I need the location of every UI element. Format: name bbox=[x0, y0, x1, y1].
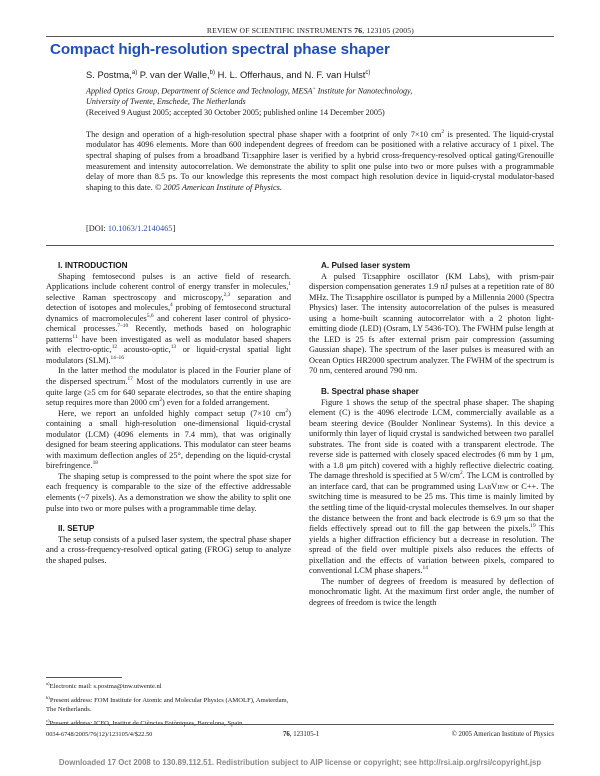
author-2-mark: b) bbox=[209, 69, 215, 76]
author-2: P. van der Walle, bbox=[137, 69, 210, 80]
journal-page-ref: 123105 (2005) bbox=[366, 26, 414, 35]
doi-line bbox=[86, 224, 175, 233]
author-1: S. Postma, bbox=[86, 69, 132, 80]
section-heading-introduction: I. INTRODUCTION bbox=[58, 261, 128, 270]
footer-copyright: © 2005 American Institute of Physics bbox=[451, 731, 554, 738]
footnote-c: $^{c)}$Present address: ICFO, Institut de Ciències Fotòniques, Barcelona, Spain. bbox=[46, 717, 245, 728]
running-header: REVIEW OF SCIENTIFIC INSTRUMENTS 76, 123105 (2005) bbox=[206, 26, 414, 35]
intro-paragraph-1: Shaping femtosecond pulses is an active field of research. Applications include coherent control of energy transfer in molecules,$^1$ selective Raman spectroscopy and microscopy,$^{2,3}$ separation and detection of isotopes and molecules,$^4$ probing of femtosecond structural dynamics of macromolecules$^{5,6}$ and coherent laser control of physico-chemical processes.$^{7-10}$ Recently, methods based on holographic patterns$^{11}$ have been investigated as well as modulator based shapers with electro-optic,$^{12}$ acousto-optic,$^{13}$ or liquid-crystal spatial light modulators (SLM).$^{14-16}$ bbox=[46, 271, 292, 365]
intro-paragraph-2: In the latter method the modulator is placed in the Fourier plane of the dispersed spectrum.$^{17}$ Most of the modulators currently in use are quite large (≥5 cm for 640 separate electrodes, so that the entire shaping setup requires more than 2000 $cm^2$) even for a folded arrangement. bbox=[46, 366, 291, 408]
intro-paragraph-3: Here, we report an unfolded highly compact setup (7×10 $cm^2$) containing a small high-resolution one-dimensional liquid-crystal modulator (LCM) (4096 elements in 7.4 mm), that was originally designed for beam steering applications. This modulator can steer beams with maximum deflection angles of 25°, depending on the liquid-crystal birefringence.$^{18}$ bbox=[46, 407, 291, 471]
footnote-b: $^{b)}$Present address: FOM Institute for Atomic and Molecular Physics (AMOLF), Amsterdam, The Netherlands. bbox=[46, 695, 289, 713]
affiliation-line-1: Applied Optics Group, Department of Science and Technology, MESA bbox=[86, 86, 313, 96]
doi-label: [DOI: bbox=[86, 224, 108, 233]
journal-volume: 76 bbox=[354, 26, 363, 35]
right-column bbox=[309, 261, 554, 609]
abstract-text-2: is presented. The liquid-crystal modulator has 4096 elements. More than 600 independent degrees of freedom can be positioned with a relative accuracy of 1 pixel. The spectral shaping of pulses from a broadband Ti:sapphire laser is verified by a hybrid cross-frequency-resolved optical gating/Grenouille measurement and intensity autocorrelation. We demonstrate the ability to split one pulse into two or more pulses with a programmable delay of more than 8.5 ps. To our knowledge this represents the most compact high resolution device in liquid-crystal modulator-based shaping to this date. bbox=[86, 129, 554, 192]
footnote-a: $^{a)}$Electronic mail: s.postma@tnw.utwente.nl bbox=[46, 681, 162, 691]
subsection-heading-phase-shaper: B. Spectral phase shaper bbox=[321, 387, 419, 397]
intro-paragraph-4: The shaping setup is compressed to the point where the spot size for each frequency is comparable to the size of the effective addressable elements (~7 pixels). As a demonstration we show the ability to split one pulse into two or more pulses with a programmable time delay. bbox=[46, 471, 291, 513]
shaper-paragraph-1: Figure 1 shows the setup of the spectral phase shaper. The shaping element (C) is the 4096 electrode LCM, commercially available as a beam steering device (Boulder Nonlinear Systems). In this device a uniformly thin layer of liquid crystal is sandwiched between two parallel substrates. The front side is coated with a transparent electrode. The reverse side is patterned with closely spaced electrodes (6 mm by 1 μm, with a 1.8 μm pitch) covered with a highly reflective dielectric coating. The damage threshold is specified at 5 $W/cm^2$. The LCM is controlled by an interface card, that can be programmed using LabView or C++. The switching time is measured to be 25 ms. This time is mainly limited by the settling time of the liquid-crystal molecules themselves. In our shaper the distance between the front and back electrode is 6.9 μm so that the fields effectively spread out to fill the gap between the pixels.$^{19}$ This yields a higher diffraction efficiency but a decrease in resolution. The spread of the field over multiple pixels also reduces the effects of pixellation and the effects of variation between pixels, compared to conventional LCM phase shapers.$^{14}$ bbox=[309, 397, 554, 576]
subsection-heading-pulsed-laser: A. Pulsed laser system bbox=[321, 261, 411, 270]
shaper-paragraph-2: The number of degrees of freedom is measured by deflection of monochromatic light. At the maximum first order angle, the number of degrees of freedom is twice the length bbox=[309, 576, 554, 607]
abstract-text-1: The design and operation of a high-resolution spectral phase shaper with a footprint of only 7×10 cm bbox=[86, 129, 442, 139]
footer-page-number: 76, 123105-1 bbox=[283, 731, 320, 738]
paper-title: Compact high-resolution spectral phase shaper bbox=[50, 41, 390, 58]
doi-end: ] bbox=[172, 224, 176, 233]
footnote-rule bbox=[46, 677, 122, 678]
pulsed-paragraph-1: A pulsed Ti:sapphire oscillator (KM Labs), with prism-pair dispersion compensation generates 1.9 nJ pulses at a repetition rate of 80 MHz. The Ti:sapphire oscillator is pumped by a Millennia 2000 (Spectra Physics) laser. The intensity autocorrelation of the pulses is measured using a home-built scanning autocorrelator with a 2 photon light-emitting diode (LED) (Osram, LY 5436-TO). The FWHM pulse length at the LED is 25 fs after external prism pair compression (assuming Gaussian shape). The spectrum of the laser pulses is measured with an Ocean Optics HR2000 spectrum analyzer. The FWHM of the spectrum is 70 nm, centered around 790 nm. bbox=[309, 271, 554, 376]
affiliation-mark: + bbox=[312, 86, 316, 92]
author-3: H. L. Offerhaus, and N. F. van Hulst bbox=[214, 69, 366, 80]
section-heading-setup: II. SETUP bbox=[58, 524, 95, 534]
doi-link[interactable]: 10.1063/1.2140465 bbox=[107, 224, 173, 233]
abstract-copyright: © 2005 American Institute of Physics. bbox=[154, 182, 282, 192]
author-1-mark: a) bbox=[131, 69, 138, 76]
download-notice[interactable]: Downloaded 17 Oct 2008 to 130.89.112.51. Redistribution subject to AIP license or copyright; see http://rsi.aip.org/rsi/copyright.jsp bbox=[58, 758, 542, 767]
setup-paragraph-1: The setup consists of a pulsed laser system, the spectral phase shaper and a cross-frequency-resolved optical gating (FROG) setup to analyze the shaped pulses. bbox=[46, 534, 291, 565]
author-list bbox=[86, 69, 370, 80]
affiliation-line-2: University of Twente, Enschede, The Netherlands bbox=[86, 97, 246, 107]
affiliation-line-1-tail: Institute for Nanotechnology, bbox=[315, 86, 413, 96]
abstract-sup: 2 bbox=[441, 129, 445, 135]
abstract-rule bbox=[46, 245, 554, 246]
footer-issn: 0034-6748/2005/76(12)/123105/4/$22.50 bbox=[46, 731, 153, 738]
abstract bbox=[86, 127, 554, 193]
header-rule bbox=[46, 36, 554, 37]
footer-rule bbox=[46, 724, 554, 725]
author-3-mark: c) bbox=[365, 69, 371, 76]
left-column bbox=[46, 261, 291, 566]
journal-name: REVIEW OF SCIENTIFIC INSTRUMENTS bbox=[206, 26, 353, 35]
affiliation bbox=[86, 84, 526, 108]
received-dates: (Received 9 August 2005; accepted 30 October 2005; published online 14 December 2005) bbox=[86, 108, 385, 117]
